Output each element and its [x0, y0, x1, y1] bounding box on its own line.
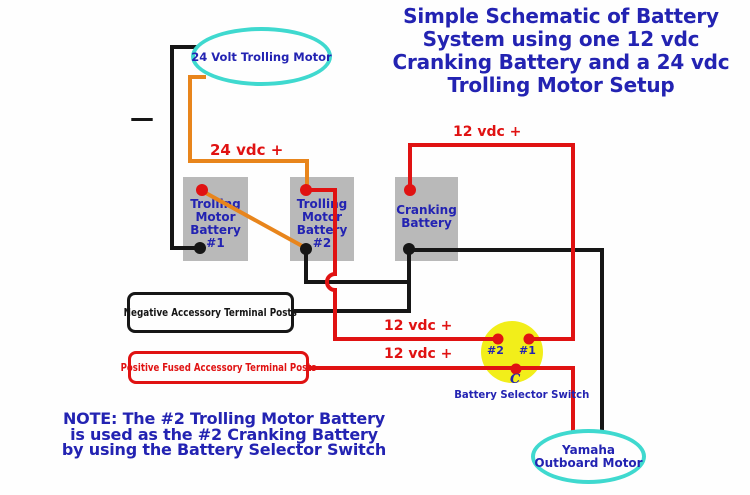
wire-battery2-negative — [306, 250, 409, 282]
cranking-negative-terminal-dot — [403, 243, 415, 255]
positive-fused-accessory-terminal-label: Positive Fused Accessory Terminal Posts — [120, 361, 317, 374]
negative-polarity-mark: — — [130, 104, 154, 132]
label-24vdc-positive: 24 vdc + — [210, 141, 284, 159]
wire-series-jumper-orange — [204, 192, 304, 247]
title-line: Trolling Motor Setup — [447, 73, 675, 97]
outboard-motor-oval — [531, 429, 646, 484]
switch-post-2-dot — [493, 334, 504, 345]
battery2-label-line: #2 — [312, 236, 332, 250]
battery1-label-line: Battery — [190, 223, 241, 237]
battery-selector-switch-caption: Battery Selector Switch — [454, 388, 590, 401]
switch-post-1-label: #1 — [519, 344, 536, 357]
cranking-positive-terminal-dot — [404, 184, 416, 196]
battery2-label-line: Battery — [296, 223, 348, 237]
positive-fused-accessory-terminal-box — [120, 351, 317, 384]
note-text — [25, 411, 423, 458]
title-line: Simple Schematic of Battery — [403, 4, 719, 28]
battery1-label-line: Trolling — [190, 197, 241, 211]
negative-accessory-terminal-label: Negative Accessory Terminal Posts — [123, 306, 298, 319]
note-line: by using the Battery Selector Switch — [61, 440, 387, 459]
battery2-label-line: Trolling — [296, 197, 348, 211]
outboard-label-line: Outboard Motor — [534, 455, 643, 470]
title-line: Cranking Battery and a 24 vdc — [392, 50, 730, 74]
trolling-motor-label: 24 Volt Trolling Motor — [191, 49, 332, 64]
trolling-motor-oval — [191, 27, 332, 86]
battery2-label-line: Motor — [301, 210, 343, 224]
cranking-battery-label-line: Cranking — [396, 203, 457, 217]
battery2-positive-terminal-dot — [300, 184, 312, 196]
diagram-title — [375, 5, 747, 97]
switch-post-1-dot — [524, 334, 535, 345]
battery2-negative-terminal-dot — [300, 243, 312, 255]
wire-cranking-positive-to-switch-post1 — [410, 145, 573, 339]
note-line: is used as the #2 Cranking Battery — [70, 424, 378, 444]
wire-battery2-positive-to-switch-post2 — [306, 190, 495, 339]
battery1-positive-terminal-dot — [196, 184, 208, 196]
cranking-battery-label-line: Battery — [401, 216, 452, 230]
label-12vdc-positive-low: 12 vdc + — [384, 346, 453, 362]
switch-post-c-label: C — [510, 372, 521, 387]
wire-24vdc-orange — [190, 77, 307, 189]
label-12vdc-positive-top: 12 vdc + — [453, 124, 522, 140]
label-12vdc-positive-mid: 12 vdc + — [384, 318, 453, 334]
outboard-label-line: Yamaha — [562, 442, 615, 457]
battery1-label-line: Motor — [195, 210, 236, 224]
battery1-negative-terminal-dot — [194, 242, 206, 254]
negative-accessory-terminal-box — [123, 292, 298, 333]
title-line: System using one 12 vdc — [422, 27, 700, 51]
note-line: NOTE: The #2 Trolling Motor Battery — [62, 409, 386, 428]
switch-post-2-label: #2 — [487, 344, 504, 357]
battery1-label-line: #1 — [206, 236, 225, 250]
